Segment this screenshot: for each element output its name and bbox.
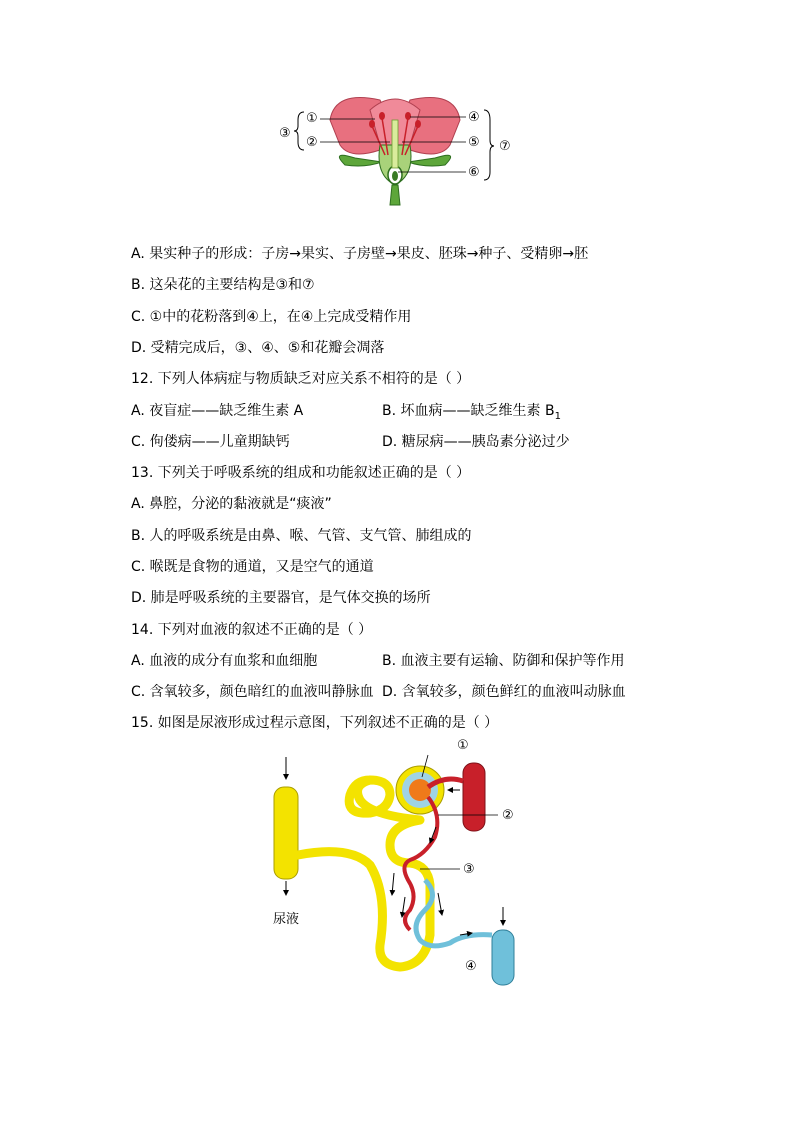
- nephron-marker-3: ③: [463, 862, 475, 877]
- q12-option-b: [382, 402, 561, 426]
- q14-option-a: A. 血液的成分有血浆和血细胞: [131, 653, 318, 669]
- q11-option-c: C. ①中的花粉落到④上，在④上完成受精作用: [131, 309, 412, 325]
- q14-option-b: B. 血液主要有运输、防御和保护等作用: [382, 653, 625, 669]
- flower-marker-2: ②: [306, 135, 318, 150]
- q14-option-d: D. 含氧较多，颜色鲜红的血液叫动脉血: [382, 684, 626, 700]
- q14-stem: 14. 下列对血液的叙述不正确的是（ ）: [131, 622, 373, 638]
- q12-option-b-subscript: 1: [554, 410, 561, 422]
- nephron-marker-1: ①: [457, 738, 469, 753]
- flower-marker-4: ④: [468, 110, 480, 125]
- flower-marker-1: ①: [306, 111, 318, 126]
- q11-option-a: A. 果实种子的形成：子房→果实、子房壁→果皮、胚珠→种子、受精卵→胚: [131, 246, 589, 262]
- flower-marker-6: ⑥: [468, 165, 480, 180]
- q12-option-d: D. 糖尿病——胰岛素分泌过少: [382, 434, 570, 450]
- nephron-marker-2: ②: [502, 808, 514, 823]
- flower-marker-5: ⑤: [468, 135, 480, 150]
- q13-option-d: D. 肺是呼吸系统的主要器官，是气体交换的场所: [131, 590, 431, 606]
- q13-option-b: B. 人的呼吸系统是由鼻、喉、气管、支气管、肺组成的: [131, 528, 472, 544]
- flower-marker-7: ⑦: [499, 139, 511, 154]
- q12-stem: 12. 下列人体病症与物质缺乏对应关系不相符的是（ ）: [131, 371, 471, 387]
- q15-stem: 15. 如图是尿液形成过程示意图，下列叙述不正确的是（ ）: [131, 715, 499, 731]
- nephron-diagram: [260, 735, 530, 995]
- q13-option-a: A. 鼻腔，分泌的黏液就是“痰液”: [131, 496, 332, 512]
- q13-option-c: C. 喉既是食物的通道，又是空气的通道: [131, 559, 374, 575]
- q14-option-c: C. 含氧较多，颜色暗红的血液叫静脉血: [131, 684, 374, 700]
- urine-label: 尿液: [273, 912, 300, 927]
- nephron-marker-4: ④: [465, 959, 477, 974]
- q11-option-b: B. 这朵花的主要结构是③和⑦: [131, 277, 315, 293]
- q12-option-c: C. 佝偻病——儿童期缺钙: [131, 434, 290, 450]
- flower-marker-3: ③: [279, 126, 291, 141]
- q13-stem: 13. 下列关于呼吸系统的组成和功能叙述正确的是（ ）: [131, 465, 471, 481]
- q11-option-d: D. 受精完成后，③、④、⑤和花瓣会凋落: [131, 340, 385, 356]
- q12-option-a: A. 夜盲症——缺乏维生素 A: [131, 403, 304, 419]
- q12-option-b-text: B. 坏血病——缺乏维生素 B: [382, 403, 555, 419]
